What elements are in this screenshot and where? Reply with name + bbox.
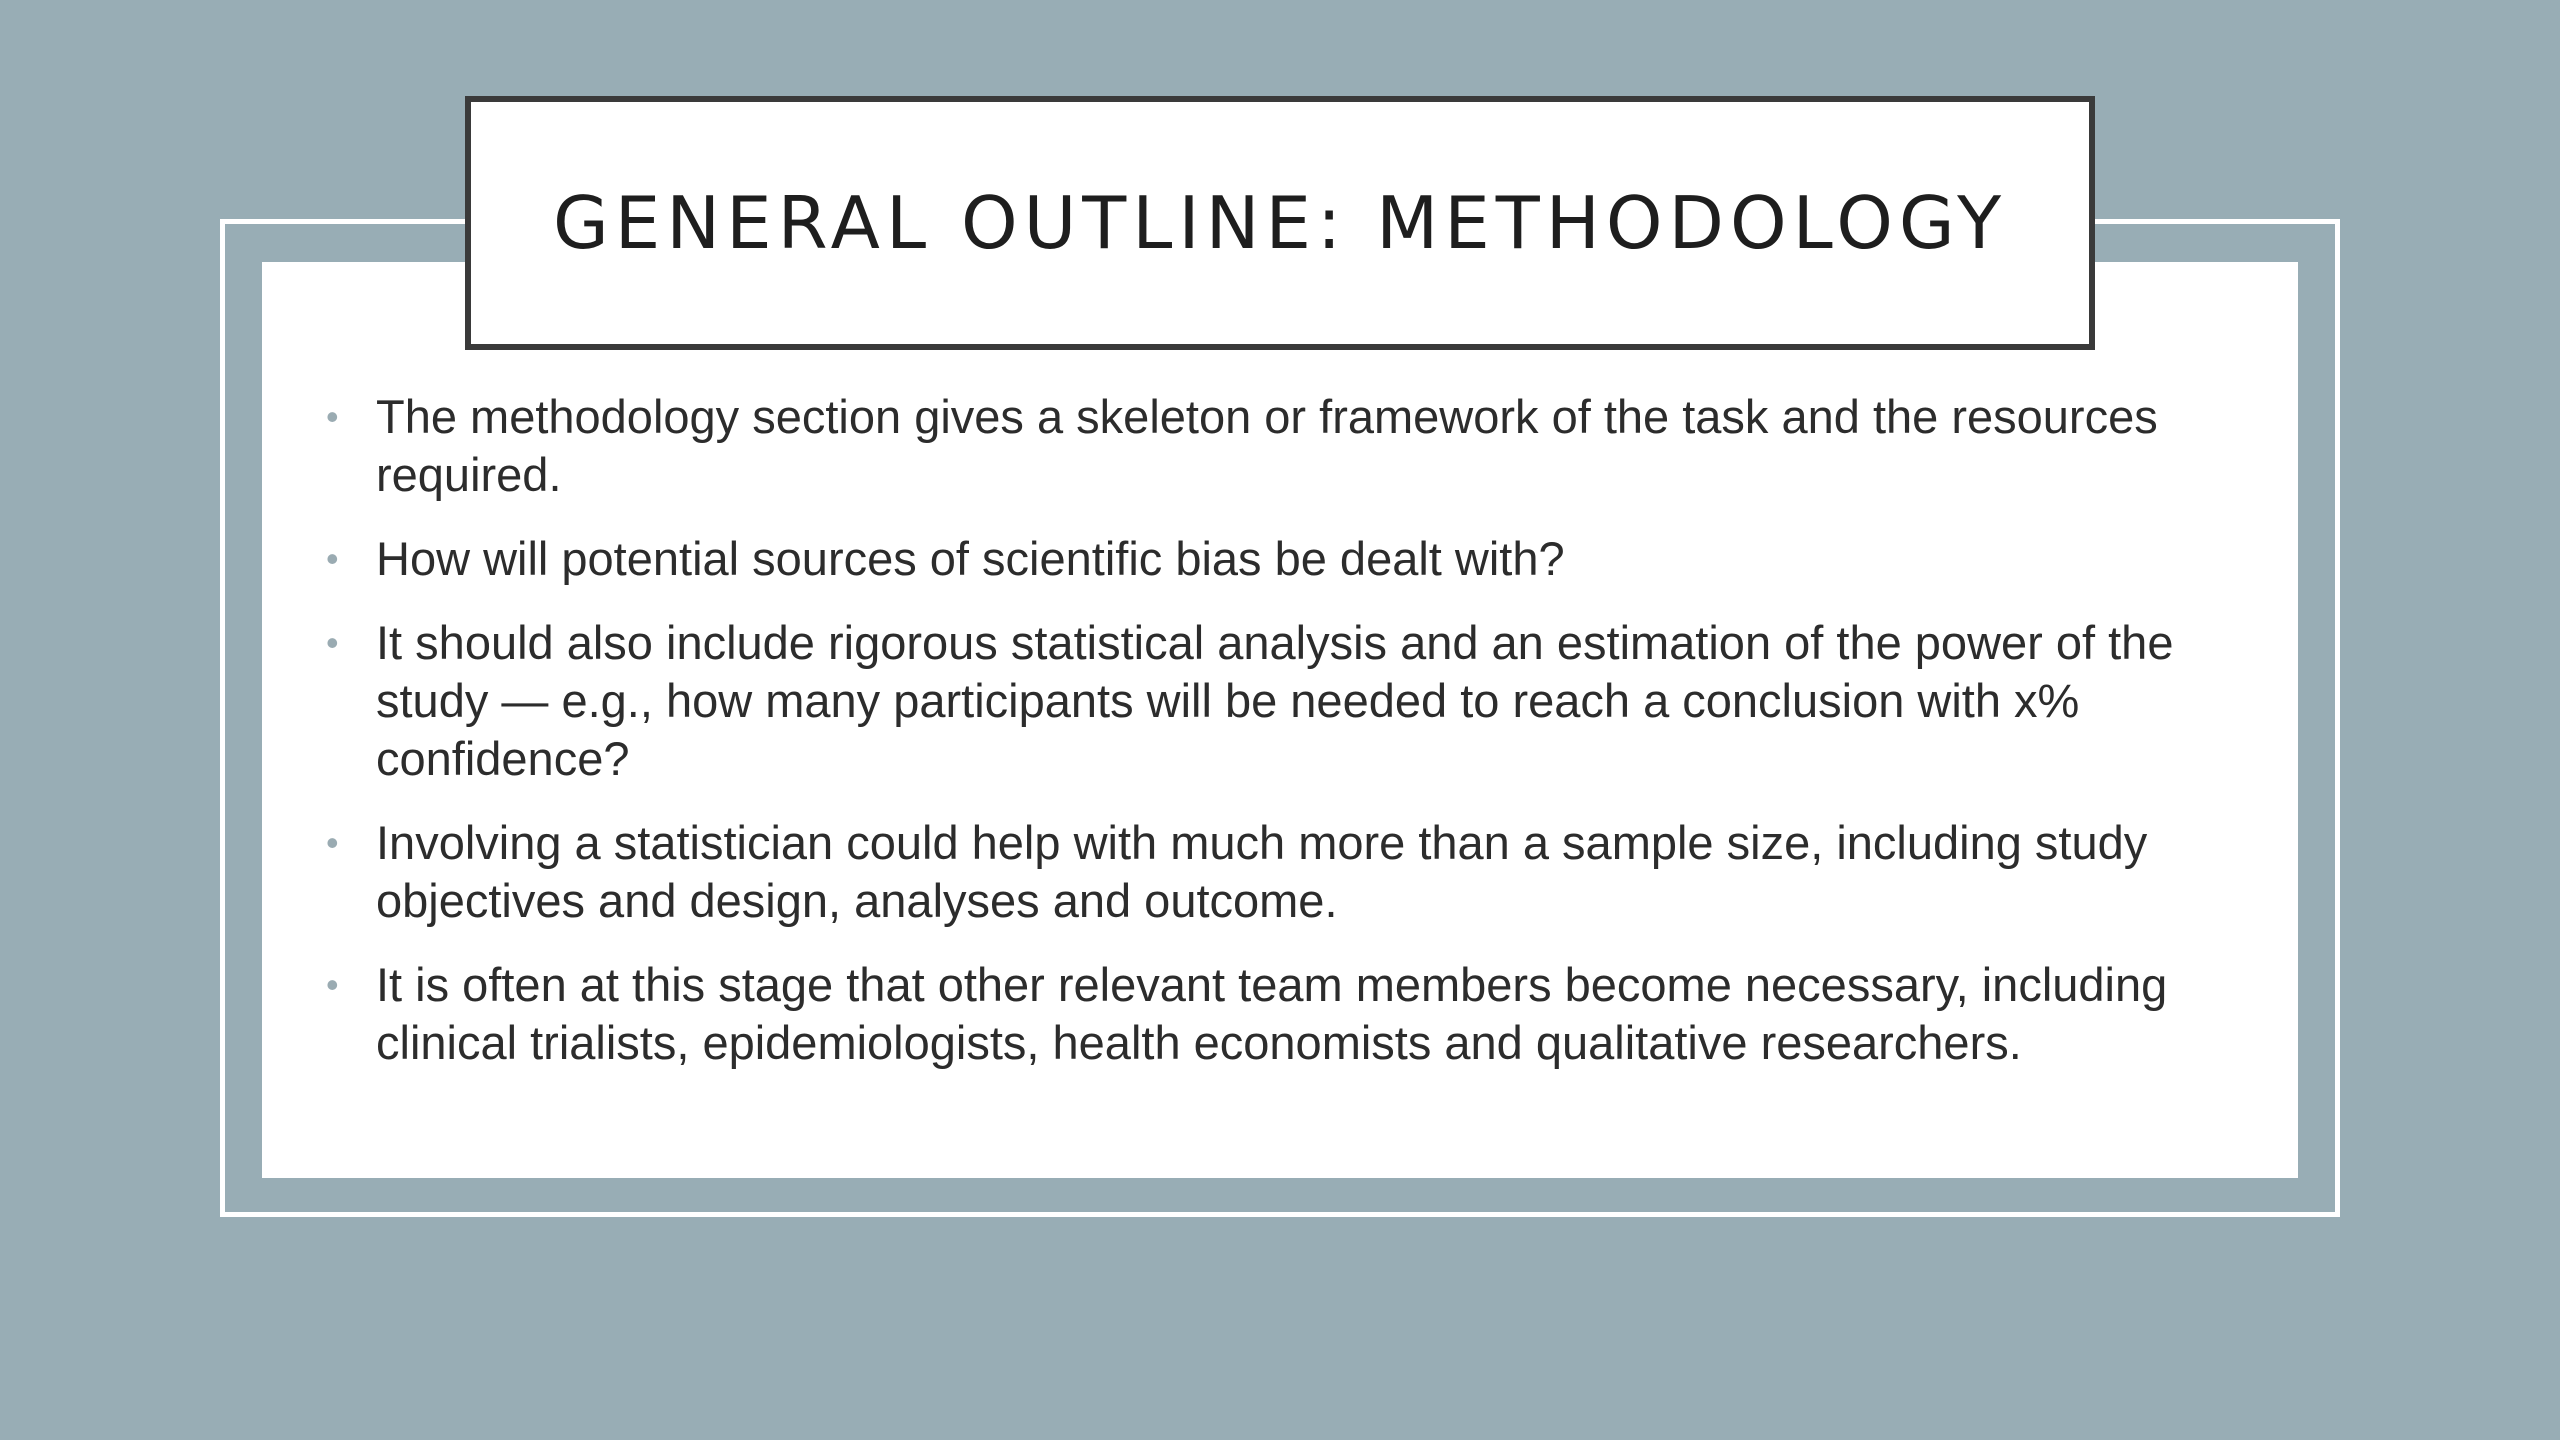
bullet-icon: • <box>326 964 339 1005</box>
bullet-list <box>326 388 2256 1098</box>
bullet-item <box>326 956 2256 1072</box>
bullet-icon: • <box>326 822 339 863</box>
bullet-text: How will potential sources of scientific bias be dealt with? <box>376 532 1565 585</box>
bullet-text: It should also include rigorous statistical analysis and an estimation of the power of the study — e.g., how many participants will be needed to reach a conclusion with x% confidence? <box>376 616 2174 785</box>
bullet-icon: • <box>326 622 339 663</box>
bullet-text: It is often at this stage that other relevant team members become necessary, including clinical trialists, epidemiologists, health economists and qualitative researchers. <box>376 958 2168 1069</box>
bullet-item <box>326 814 2256 930</box>
bullet-item <box>326 530 2256 588</box>
title-box <box>465 96 2095 350</box>
bullet-icon: • <box>326 396 339 437</box>
bullet-text: The methodology section gives a skeleton or framework of the task and the resources required. <box>376 390 2158 501</box>
bullet-icon: • <box>326 538 339 579</box>
bullet-item <box>326 614 2256 788</box>
slide-title: GENERAL OUTLINE: METHODOLOGY <box>552 181 2008 265</box>
bullet-text: Involving a statistician could help with much more than a sample size, including study objectives and design, analyses and outcome. <box>376 816 2148 927</box>
bullet-item <box>326 388 2256 504</box>
